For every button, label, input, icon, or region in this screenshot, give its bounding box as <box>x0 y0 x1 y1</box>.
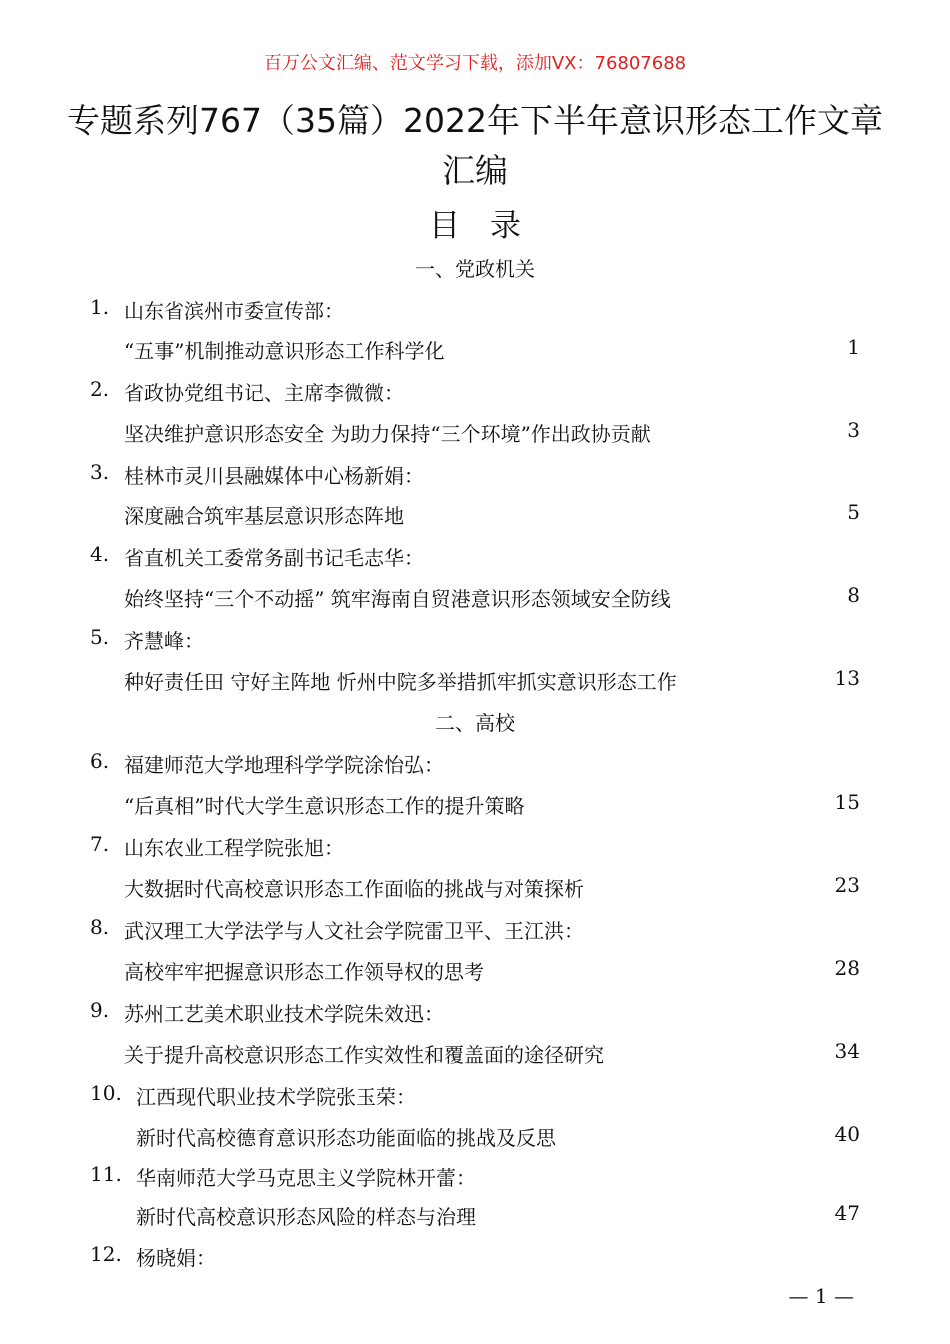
watermark-banner: 百万公文汇编、范文学习下载，添加VX：76807688 <box>263 53 687 74</box>
entry-page: 40 <box>834 1122 860 1146</box>
entry-page: 28 <box>834 956 860 980</box>
entry-author: 武汉理工大学法学与人文社会学院雷卫平、王江洪： <box>124 919 584 943</box>
entry-number: 3. <box>90 460 110 484</box>
entry-title: 关于提升高校意识形态工作实效性和覆盖面的途径研究 <box>124 1043 604 1067</box>
entry-number: 1. <box>90 295 110 319</box>
entry-title: 新时代高校德育意识形态功能面临的挑战及反思 <box>136 1126 556 1150</box>
entry-page: 8 <box>847 583 860 607</box>
entry-author: 省政协党组书记、主席李微微： <box>124 381 404 405</box>
entry-title: 坚决维护意识形态安全 为助力保持“三个环境”作出政协贡献 <box>124 422 651 446</box>
entry-page: 34 <box>834 1039 860 1063</box>
entry-number: 9. <box>90 998 110 1022</box>
entry-author: 杨晓娟： <box>136 1246 216 1270</box>
entry-title: 大数据时代高校意识形态工作面临的挑战与对策探析 <box>124 877 584 901</box>
entry-page: 3 <box>847 418 860 442</box>
entry-number: 12. <box>90 1242 122 1266</box>
entry-page: 5 <box>847 500 860 524</box>
entry-page: 13 <box>834 666 860 690</box>
entry-title: “五事”机制推动意识形态工作科学化 <box>124 339 445 363</box>
entry-author: 山东省滨州市委宣传部： <box>124 299 344 323</box>
section-heading: 二、高校 <box>435 711 515 735</box>
entry-author: 苏州工艺美术职业技术学院朱效迅： <box>124 1002 444 1026</box>
entry-page: 47 <box>834 1201 860 1225</box>
entry-title: 始终坚持“三个不动摇” 筑牢海南自贸港意识形态领域安全防线 <box>124 587 671 611</box>
entry-author: 齐慧峰： <box>124 629 204 653</box>
section-heading: 一、党政机关 <box>415 257 535 281</box>
entry-author: 江西现代职业技术学院张玉荣： <box>136 1085 416 1109</box>
toc-heading: 目录 <box>429 208 551 244</box>
entry-number: 6. <box>90 749 110 773</box>
entry-title: 深度融合筑牢基层意识形态阵地 <box>124 504 404 528</box>
entry-number: 5. <box>90 625 110 649</box>
entry-author: 桂林市灵川县融媒体中心杨新娟： <box>124 464 424 488</box>
document-title: 专题系列767（35篇）2022年下半年意识形态工作文章汇编 <box>67 101 883 190</box>
entry-author: 福建师范大学地理科学学院涂怡弘： <box>124 753 444 777</box>
entry-number: 7. <box>90 832 110 856</box>
entry-author: 省直机关工委常务副书记毛志华： <box>124 546 424 570</box>
entry-page: 23 <box>834 873 860 897</box>
entry-number: 4. <box>90 542 110 566</box>
entry-number: 2. <box>90 377 110 401</box>
entry-title: “后真相”时代大学生意识形态工作的提升策略 <box>124 794 525 818</box>
entry-number: 8. <box>90 915 110 939</box>
page-number-footer: — 1 — <box>788 1284 854 1308</box>
entry-title: 种好责任田 守好主阵地 忻州中院多举措抓牢抓实意识形态工作 <box>124 670 677 694</box>
entry-author: 华南师范大学马克思主义学院林开蕾： <box>136 1166 476 1190</box>
entry-author: 山东农业工程学院张旭： <box>124 836 344 860</box>
entry-number: 11. <box>90 1162 122 1186</box>
entry-title: 新时代高校意识形态风险的样态与治理 <box>136 1205 476 1229</box>
entry-page: 15 <box>834 790 860 814</box>
entry-title: 高校牢牢把握意识形态工作领导权的思考 <box>124 960 484 984</box>
entry-number: 10. <box>90 1081 122 1105</box>
entry-page: 1 <box>847 335 860 359</box>
